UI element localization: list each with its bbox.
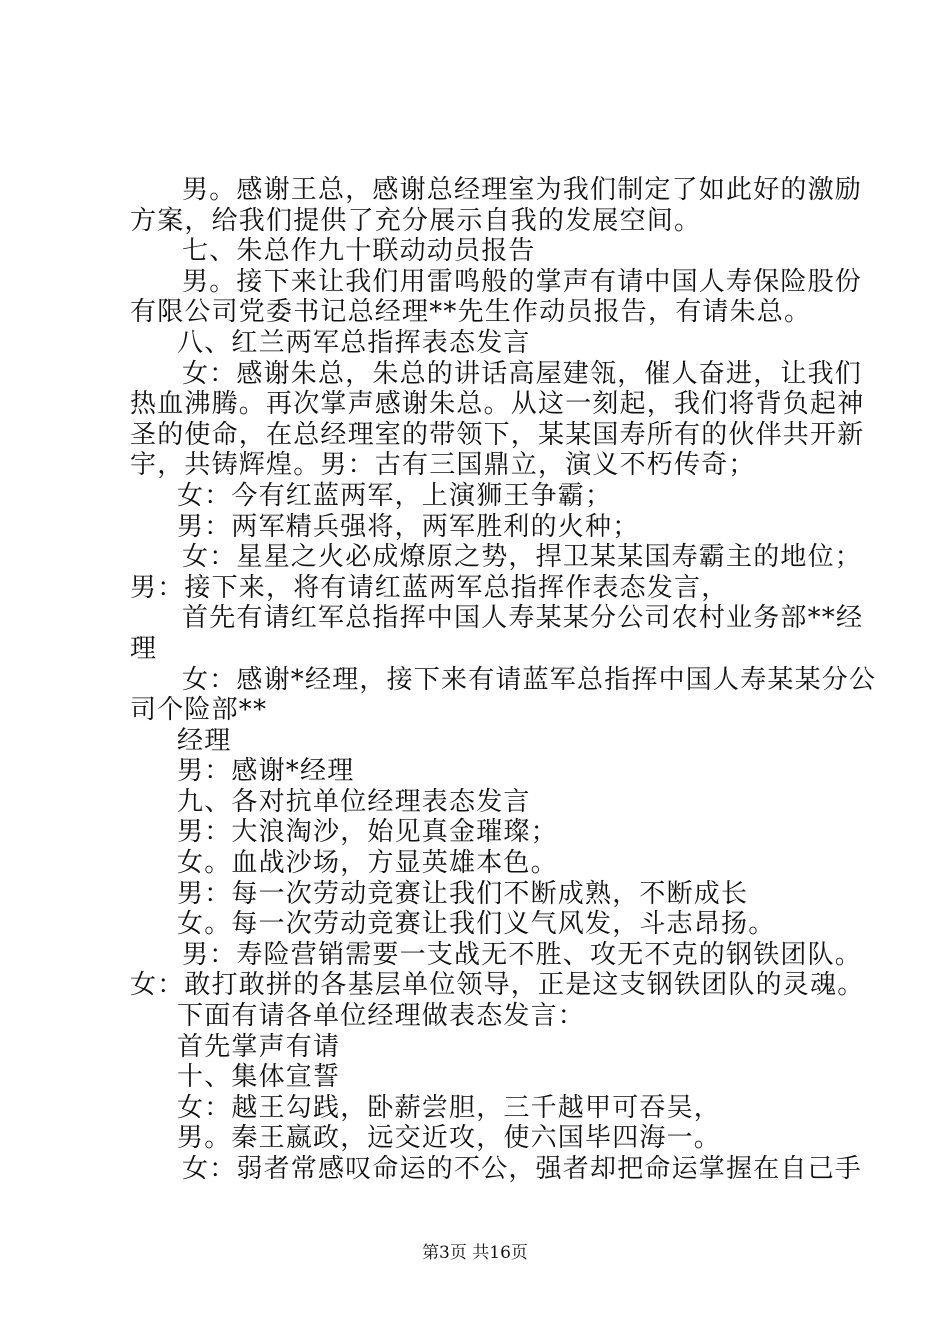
- text-line: 女：感谢朱总，朱总的讲话高屋建瓴，催人奋进，让我们: [182, 358, 863, 389]
- text-line: 男：每一次劳动竞赛让我们不断成熟，不断成长: [177, 878, 749, 909]
- text-line: 女：越王勾践，卧薪尝胆，三千越甲可吞吴，: [177, 1092, 722, 1123]
- text-line: 女：感谢*经理，接下来有请蓝军总指挥中国人寿某某分公: [182, 664, 877, 695]
- text-line: 首先有请红军总指挥中国人寿某某分公司农村业务部**经: [182, 603, 864, 634]
- text-line: 下面有请各单位经理做表态发言：: [177, 1001, 586, 1032]
- text-line: 男：两军精兵强将，两军胜利的火种；: [177, 511, 640, 542]
- text-line: 十、集体宣誓: [177, 1062, 341, 1093]
- text-line: 女：今有红蓝两军，上演狮王争霸；: [177, 480, 613, 511]
- text-line: 女：星星之火必成燎原之势，捍卫某某国寿霸主的地位；: [182, 542, 863, 573]
- text-line: 男。接下来让我们用雷鸣般的掌声有请中国人寿保险股份: [182, 266, 863, 297]
- text-line: 女。血战沙场，方显英雄本色。: [177, 848, 558, 879]
- page-number-label: 第3页 共16页: [422, 1243, 528, 1263]
- text-line: 男。秦王嬴政，远交近攻，使六国毕四海一。: [177, 1123, 722, 1154]
- text-line: 男：寿险营销需要一支战无不胜、攻无不克的钢铁团队。: [182, 939, 863, 970]
- text-line: 男：大浪淘沙，始见真金璀璨；: [177, 817, 558, 848]
- text-line: 经理: [177, 725, 232, 756]
- text-line: 司个险部**: [130, 695, 268, 726]
- text-line: 女：敢打敢拼的各基层单位领导，正是这支钢铁团队的灵魂。: [130, 970, 865, 1001]
- document-body: [130, 175, 877, 1185]
- text-line: 热血沸腾。再次掌声感谢朱总。从这一刻起，我们将背负起神: [130, 389, 865, 420]
- text-line: 圣的使命，在总经理室的带领下，某某国寿所有的伙伴共开新: [130, 419, 865, 450]
- text-line: 女：弱者常感叹命运的不公，强者却把命运掌握在自己手: [182, 1154, 863, 1184]
- text-line: 理: [130, 633, 158, 664]
- text-line: 男：感谢*经理: [177, 756, 355, 787]
- text-line: 男。感谢王总，感谢总经理室为我们制定了如此好的激励: [182, 175, 863, 205]
- text-line: 男：接下来，将有请红蓝两军总指挥作表态发言，: [130, 572, 729, 603]
- text-line: 宇，共铸辉煌。男：古有三国鼎立，演义不朽传奇；: [130, 450, 756, 481]
- text-line: 方案，给我们提供了充分展示自我的发展空间。: [130, 205, 702, 236]
- text-line: 首先掌声有请: [177, 1031, 341, 1062]
- page-footer: [0, 1243, 950, 1263]
- text-line: 九、各对抗单位经理表态发言: [177, 786, 531, 817]
- text-line: 有限公司党委书记总经理**先生作动员报告，有请朱总。: [130, 297, 812, 328]
- text-line: 七、朱总作九十联动动员报告: [182, 236, 536, 267]
- text-line: 女。每一次劳动竞赛让我们义气风发，斗志昂扬。: [177, 909, 776, 940]
- text-line: 八、红兰两军总指挥表态发言: [177, 327, 531, 358]
